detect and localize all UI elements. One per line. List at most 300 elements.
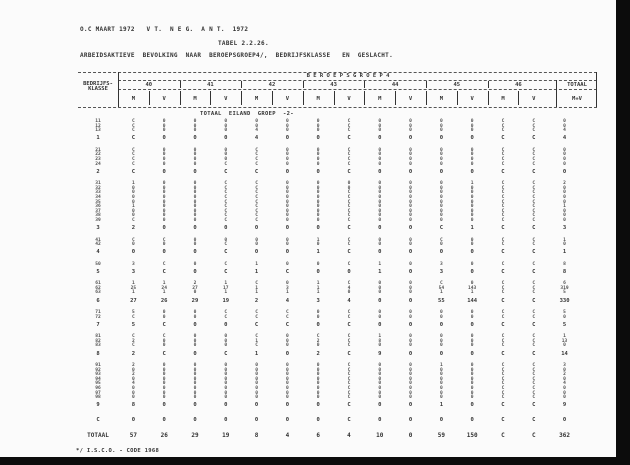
cell-value: 1 bbox=[162, 290, 166, 296]
row-label: 11 bbox=[95, 119, 101, 124]
cell-value: 0 bbox=[224, 123, 228, 129]
cell-value: C bbox=[532, 314, 536, 320]
cell-value: 24 bbox=[161, 285, 167, 291]
cell-value: 1 bbox=[255, 285, 258, 291]
cell-value: 55 bbox=[438, 297, 445, 304]
cell-value: 0 bbox=[162, 225, 166, 231]
subtotal-row bbox=[78, 267, 598, 276]
cell-value: 0 bbox=[409, 181, 412, 187]
cell-value: 0 bbox=[285, 261, 289, 267]
row-label: 22 bbox=[95, 152, 101, 158]
sex-header: M bbox=[193, 96, 197, 102]
cell-value: 14 bbox=[561, 350, 568, 357]
cell-value: 0 bbox=[378, 225, 382, 231]
cell-value: 0 bbox=[316, 213, 320, 219]
group-header: 42 bbox=[268, 82, 276, 88]
sex-header: V bbox=[532, 96, 536, 102]
cell-value: 0 bbox=[285, 334, 289, 340]
cell-value: 319 bbox=[560, 285, 569, 291]
cell-value: 0 bbox=[285, 156, 289, 162]
cell-value: 0 bbox=[285, 242, 289, 248]
cell-value: 0 bbox=[224, 402, 228, 409]
cell-value: 0 bbox=[470, 237, 474, 243]
cell-value: 0 bbox=[439, 181, 443, 187]
cell-value: C bbox=[224, 217, 228, 223]
table-title: ARBEIDSAKTIEVE BEVOLKING NAAR BEROEPSGROEP4/, BEDRIJFSKLASSE EN GESLACHT. bbox=[80, 52, 393, 59]
cell-value: 0 bbox=[224, 363, 228, 369]
cell-value: 0 bbox=[162, 367, 166, 373]
cell-value: C bbox=[501, 190, 505, 196]
cell-value: C bbox=[532, 168, 536, 175]
cell-value: 0 bbox=[316, 386, 320, 391]
cell-value: C bbox=[501, 237, 505, 243]
cell-value: 0 bbox=[255, 123, 258, 129]
cell-value: 0 bbox=[193, 190, 197, 196]
cell-value: 0 bbox=[378, 208, 382, 214]
detail-row bbox=[78, 291, 598, 296]
cell-value: 0 bbox=[316, 123, 320, 129]
cell-value: 4 bbox=[563, 128, 566, 134]
cell-value: C bbox=[254, 321, 259, 328]
cell-value: C bbox=[224, 242, 228, 248]
cell-value: 0 bbox=[563, 343, 566, 349]
cell-value: 0 bbox=[378, 281, 382, 287]
cell-value: 0 bbox=[285, 152, 289, 158]
detail-row bbox=[78, 316, 598, 321]
cell-value: C bbox=[347, 386, 351, 391]
cell-value: 6 bbox=[563, 281, 566, 287]
cell-value: 0 bbox=[470, 402, 474, 409]
cell-value: 0 bbox=[132, 390, 135, 396]
cell-value: C bbox=[347, 119, 351, 124]
cell-value: C bbox=[532, 285, 536, 291]
cell-value: 0 bbox=[193, 314, 197, 320]
cell-value: 0 bbox=[470, 204, 474, 210]
cell-value: 6 bbox=[316, 431, 320, 439]
cell-value: C bbox=[255, 310, 258, 316]
cell-value: 0 bbox=[316, 185, 320, 191]
cell-value: 0 bbox=[378, 386, 382, 391]
cell-value: 2 bbox=[254, 297, 259, 304]
cell-value: 0 bbox=[193, 161, 197, 167]
cell-value: 0 bbox=[409, 372, 412, 378]
cell-value: 0 bbox=[285, 185, 289, 191]
cell-value: 0 bbox=[193, 128, 197, 134]
cell-value: C bbox=[532, 199, 536, 205]
cell-value: 0 bbox=[470, 194, 474, 200]
cell-value: C bbox=[501, 431, 505, 439]
cell-value: 0 bbox=[316, 156, 320, 162]
cell-value: 0 bbox=[316, 268, 320, 275]
cell-value: 5 bbox=[131, 321, 136, 328]
cell-value: 0 bbox=[193, 119, 197, 124]
cell-value: C bbox=[532, 204, 536, 210]
row-label-header: BEDRIJFS- KLASSE bbox=[83, 81, 113, 92]
cell-value: 0 bbox=[162, 147, 166, 153]
cell-value: 0 bbox=[316, 372, 320, 378]
cell-value: 0 bbox=[285, 372, 289, 378]
cell-value: 0 bbox=[285, 168, 290, 175]
cell-value: C bbox=[255, 334, 258, 340]
cell-value: 0 bbox=[409, 123, 412, 129]
cell-value: C bbox=[347, 190, 351, 196]
cell-value: 0 bbox=[162, 208, 166, 214]
cell-value: 1 bbox=[470, 290, 474, 296]
cell-value: 0 bbox=[439, 185, 443, 191]
cell-value: 0 bbox=[285, 217, 289, 223]
subtotal-row bbox=[78, 167, 598, 176]
cell-value: 0 bbox=[224, 156, 228, 162]
cell-value: 0 bbox=[470, 350, 474, 357]
cell-value: C bbox=[501, 314, 505, 320]
cell-value: C bbox=[224, 168, 228, 175]
cell-value: 0 bbox=[316, 225, 320, 231]
cell-value: C bbox=[224, 314, 228, 320]
cell-value: 0 bbox=[193, 135, 197, 142]
cell-value: 0 bbox=[285, 363, 289, 369]
cell-value: 0 bbox=[470, 217, 474, 223]
cell-value: 0 bbox=[224, 381, 228, 387]
cell-value: 0 bbox=[316, 395, 320, 401]
cell-value: C bbox=[501, 199, 505, 205]
cell-value: 1 bbox=[563, 334, 566, 340]
cell-value: 0 bbox=[316, 310, 320, 316]
cell-value: 1 bbox=[224, 281, 228, 287]
cell-value: 0 bbox=[409, 199, 412, 205]
cell-value: 0 bbox=[439, 156, 443, 162]
cell-value: 59 bbox=[437, 431, 445, 439]
cell-value: C bbox=[501, 285, 505, 291]
cell-value: C bbox=[501, 350, 505, 357]
cell-value: C bbox=[532, 363, 536, 369]
cell-value: 0 bbox=[409, 185, 412, 191]
cell-value: C bbox=[224, 190, 228, 196]
cell-value: C bbox=[532, 376, 536, 382]
cell-value: 0 bbox=[378, 135, 382, 142]
cell-value: 0 bbox=[162, 249, 166, 256]
cell-value: 0 bbox=[378, 128, 382, 134]
cell-value: C bbox=[501, 268, 505, 275]
cell-value: C bbox=[501, 242, 505, 248]
cell-value: 0 bbox=[470, 390, 474, 396]
row-label: 8 bbox=[96, 350, 100, 357]
cell-value: 3 bbox=[132, 261, 135, 267]
row-label: 71 bbox=[95, 310, 101, 316]
cell-value: C bbox=[501, 321, 505, 328]
cell-value: 0 bbox=[316, 135, 320, 142]
cell-value: 0 bbox=[132, 208, 135, 214]
cell-value: C bbox=[501, 181, 505, 187]
cell-value: 3 bbox=[439, 268, 444, 275]
cell-value: 0 bbox=[224, 128, 228, 134]
cell-value: 5 bbox=[132, 310, 135, 316]
cell-value: C bbox=[347, 321, 351, 328]
cell-value: C bbox=[532, 268, 536, 275]
total-row bbox=[78, 431, 598, 440]
row-label: 1 bbox=[96, 135, 100, 142]
cell-value: 0 bbox=[439, 242, 443, 248]
detail-row bbox=[78, 243, 598, 248]
cell-value: 0 bbox=[563, 217, 566, 223]
cell-value: 0 bbox=[439, 208, 443, 214]
cell-value: 0 bbox=[470, 190, 474, 196]
cell-value: 0 bbox=[316, 363, 320, 369]
cell-value: 0 bbox=[378, 402, 382, 409]
cell-value: 29 bbox=[191, 431, 199, 439]
cell-value: C bbox=[347, 156, 351, 162]
cell-value: C bbox=[162, 261, 166, 267]
cell-value: 0 bbox=[409, 261, 412, 267]
cell-value: 0 bbox=[439, 147, 443, 153]
cell-value: 0 bbox=[408, 321, 413, 328]
cell-value: 9 bbox=[378, 350, 382, 357]
cell-value: 0 bbox=[439, 334, 443, 340]
cell-value: 0 bbox=[378, 314, 382, 320]
cell-value: 0 bbox=[255, 363, 258, 369]
row-label: 2 bbox=[96, 168, 100, 175]
cell-value: 0 bbox=[409, 334, 412, 340]
cell-value: C bbox=[532, 185, 536, 191]
cell-value: C bbox=[501, 376, 505, 382]
cell-value: 0 bbox=[285, 381, 289, 387]
cell-value: 0 bbox=[224, 343, 228, 349]
row-label: C bbox=[96, 417, 100, 424]
cell-value: 0 bbox=[378, 390, 382, 396]
cell-value: 0 bbox=[193, 338, 197, 344]
cell-value: C bbox=[501, 343, 505, 349]
subtotal-row bbox=[78, 248, 598, 257]
cell-value: C bbox=[532, 128, 536, 134]
cell-value: 0 bbox=[193, 268, 197, 275]
cell-value: 0 bbox=[409, 213, 412, 219]
cell-value: 0 bbox=[409, 208, 412, 214]
cell-value: 0 bbox=[193, 372, 197, 378]
cell-value: 0 bbox=[409, 237, 412, 243]
row-label: 63 bbox=[95, 290, 101, 296]
cell-value: C bbox=[347, 390, 351, 396]
cell-value: 0 bbox=[378, 181, 382, 187]
row-label: 35 bbox=[95, 199, 101, 205]
cell-value: C bbox=[532, 343, 536, 349]
cell-value: 0 bbox=[378, 161, 382, 167]
cell-value: 1 bbox=[316, 249, 320, 256]
cell-value: 0 bbox=[563, 156, 566, 162]
subtotal-row bbox=[78, 416, 598, 425]
cell-value: C bbox=[347, 402, 351, 409]
cell-value: 0 bbox=[439, 395, 443, 401]
cell-value: 0 bbox=[285, 281, 289, 287]
cell-value: C bbox=[347, 242, 351, 248]
cell-value: 0 bbox=[316, 168, 320, 175]
cell-value: 0 bbox=[409, 242, 412, 248]
cell-value: 2 bbox=[132, 363, 135, 369]
cell-value: C bbox=[501, 168, 505, 175]
cell-value: 0 bbox=[162, 372, 166, 378]
cell-value: 0 bbox=[162, 376, 166, 382]
cell-value: 1 bbox=[162, 281, 166, 287]
cell-value: 0 bbox=[193, 334, 197, 340]
cell-value: 0 bbox=[439, 386, 443, 391]
cell-value: 0 bbox=[409, 290, 412, 296]
cell-value: C bbox=[347, 208, 351, 214]
cell-value: C bbox=[132, 343, 135, 349]
cell-value: C bbox=[347, 338, 351, 344]
cell-value: 0 bbox=[470, 367, 474, 373]
cell-value: 0 bbox=[409, 314, 412, 320]
cell-value: 0 bbox=[409, 152, 412, 158]
sex-header: M bbox=[131, 96, 136, 102]
cell-value: 3 bbox=[131, 268, 136, 275]
cell-value: 0 bbox=[162, 381, 166, 387]
cell-value: 0 bbox=[162, 314, 166, 320]
detail-row bbox=[78, 163, 598, 168]
cell-value: C bbox=[285, 310, 289, 316]
cell-value: 0 bbox=[193, 194, 197, 200]
cell-value: C bbox=[501, 372, 505, 378]
cell-value: 0 bbox=[162, 242, 166, 248]
cell-value: 0 bbox=[439, 310, 443, 316]
cell-value: 0 bbox=[347, 290, 351, 296]
cell-value: 0 bbox=[563, 314, 566, 320]
cell-value: 0 bbox=[316, 208, 320, 214]
cell-value: 0 bbox=[162, 363, 166, 369]
cell-value: 1 bbox=[378, 268, 382, 275]
cell-value: 0 bbox=[470, 261, 474, 267]
group-title: B E R O E P S G R O E P 4 bbox=[306, 73, 390, 79]
cell-value: 0 bbox=[224, 386, 228, 391]
cell-value: C bbox=[347, 417, 351, 424]
cell-value: 1 bbox=[439, 402, 444, 409]
cell-value: 0 bbox=[470, 135, 474, 142]
cell-value: 0 bbox=[439, 168, 444, 175]
cell-value: 0 bbox=[285, 367, 289, 373]
cell-value: C bbox=[532, 194, 536, 200]
cell-value: C bbox=[532, 208, 536, 214]
cell-value: 8 bbox=[131, 402, 136, 409]
cell-value: 0 bbox=[285, 390, 289, 396]
cell-value: C bbox=[132, 147, 135, 153]
cell-value: C bbox=[501, 123, 505, 129]
cell-value: 0 bbox=[408, 297, 413, 304]
cell-value: 0 bbox=[409, 204, 412, 210]
row-label: 33 bbox=[95, 190, 101, 196]
cell-value: C bbox=[255, 204, 258, 210]
cell-value: 0 bbox=[285, 350, 290, 357]
cell-value: 0 bbox=[409, 343, 412, 349]
cell-value: 0 bbox=[254, 249, 259, 256]
cell-value: C bbox=[347, 367, 351, 373]
cell-value: 2 bbox=[193, 281, 197, 287]
cell-value: 8 bbox=[254, 431, 259, 439]
cell-value: 0 bbox=[408, 402, 413, 409]
cell-value: 0 bbox=[193, 402, 197, 409]
cell-value: 0 bbox=[162, 156, 166, 162]
row-label: 36 bbox=[95, 204, 101, 210]
row-label: 83 bbox=[95, 343, 101, 349]
cell-value: C bbox=[501, 194, 505, 200]
cell-value: 0 bbox=[193, 310, 197, 316]
cell-value: 0 bbox=[162, 194, 166, 200]
cell-value: 1 bbox=[439, 290, 443, 296]
cell-value: 0 bbox=[316, 242, 320, 248]
cell-value: C bbox=[532, 395, 536, 401]
cell-value: 0 bbox=[224, 372, 228, 378]
cell-value: C bbox=[347, 128, 351, 134]
cell-value: 0 bbox=[316, 217, 320, 223]
cell-value: 0 bbox=[409, 190, 412, 196]
cell-value: 0 bbox=[439, 213, 443, 219]
cell-value: 150 bbox=[466, 431, 478, 439]
cell-value: 0 bbox=[439, 190, 443, 196]
cell-value: C bbox=[501, 156, 505, 162]
cell-value: 0 bbox=[470, 314, 474, 320]
cell-value: 0 bbox=[409, 161, 412, 167]
cell-value: 0 bbox=[409, 310, 412, 316]
cell-value: 9 bbox=[562, 402, 567, 409]
cell-value: 0 bbox=[255, 395, 258, 401]
cell-value: C bbox=[439, 237, 443, 243]
cell-value: 0 bbox=[255, 386, 258, 391]
cell-value: 4 bbox=[347, 297, 351, 304]
cell-value: 1 bbox=[132, 181, 135, 187]
cell-value: C bbox=[255, 217, 258, 223]
cell-value: 2 bbox=[131, 350, 136, 357]
cell-value: C bbox=[532, 290, 536, 296]
cell-value: C bbox=[255, 156, 258, 162]
cell-value: 1 bbox=[562, 249, 567, 256]
cell-value: C bbox=[439, 225, 444, 231]
cell-value: 0 bbox=[439, 321, 444, 328]
cell-value: 0 bbox=[224, 135, 228, 142]
cell-value: C bbox=[501, 290, 505, 296]
cell-value: C bbox=[347, 123, 351, 129]
cell-value: 0 bbox=[439, 390, 443, 396]
cell-value: 0 bbox=[162, 181, 166, 187]
cell-value: C bbox=[347, 168, 351, 175]
cell-value: C bbox=[255, 199, 258, 205]
cell-value: 0 bbox=[224, 225, 228, 231]
cell-value: 0 bbox=[162, 390, 166, 396]
cell-value: C bbox=[347, 194, 351, 200]
cell-value: C bbox=[347, 376, 351, 382]
cell-value: 0 bbox=[285, 225, 290, 231]
cell-value: 4 bbox=[285, 431, 290, 439]
cell-value: C bbox=[224, 249, 228, 256]
row-label: 31 bbox=[95, 181, 101, 187]
cell-value: C bbox=[439, 281, 443, 287]
row-label: TOTAAL bbox=[87, 431, 109, 439]
cell-value: 0 bbox=[255, 376, 258, 382]
cell-value: 0 bbox=[285, 395, 289, 401]
cell-value: C bbox=[162, 237, 166, 243]
cell-value: C bbox=[501, 386, 505, 391]
cell-value: 4 bbox=[254, 135, 259, 142]
cell-value: 0 bbox=[285, 376, 289, 382]
cell-value: 0 bbox=[378, 376, 382, 382]
cell-value: 0 bbox=[439, 123, 443, 129]
cell-value: 0 bbox=[439, 204, 443, 210]
cell-value: C bbox=[255, 343, 258, 349]
cell-value: 0 bbox=[285, 135, 290, 142]
cell-value: 0 bbox=[563, 123, 566, 129]
cell-value: C bbox=[501, 249, 505, 256]
sex-header: M bbox=[439, 96, 444, 102]
cell-value: 0 bbox=[470, 152, 474, 158]
cell-value: 0 bbox=[224, 395, 228, 401]
cell-value: 0 bbox=[285, 147, 289, 153]
cell-value: 0 bbox=[409, 281, 412, 287]
cell-value: 0 bbox=[439, 417, 444, 424]
